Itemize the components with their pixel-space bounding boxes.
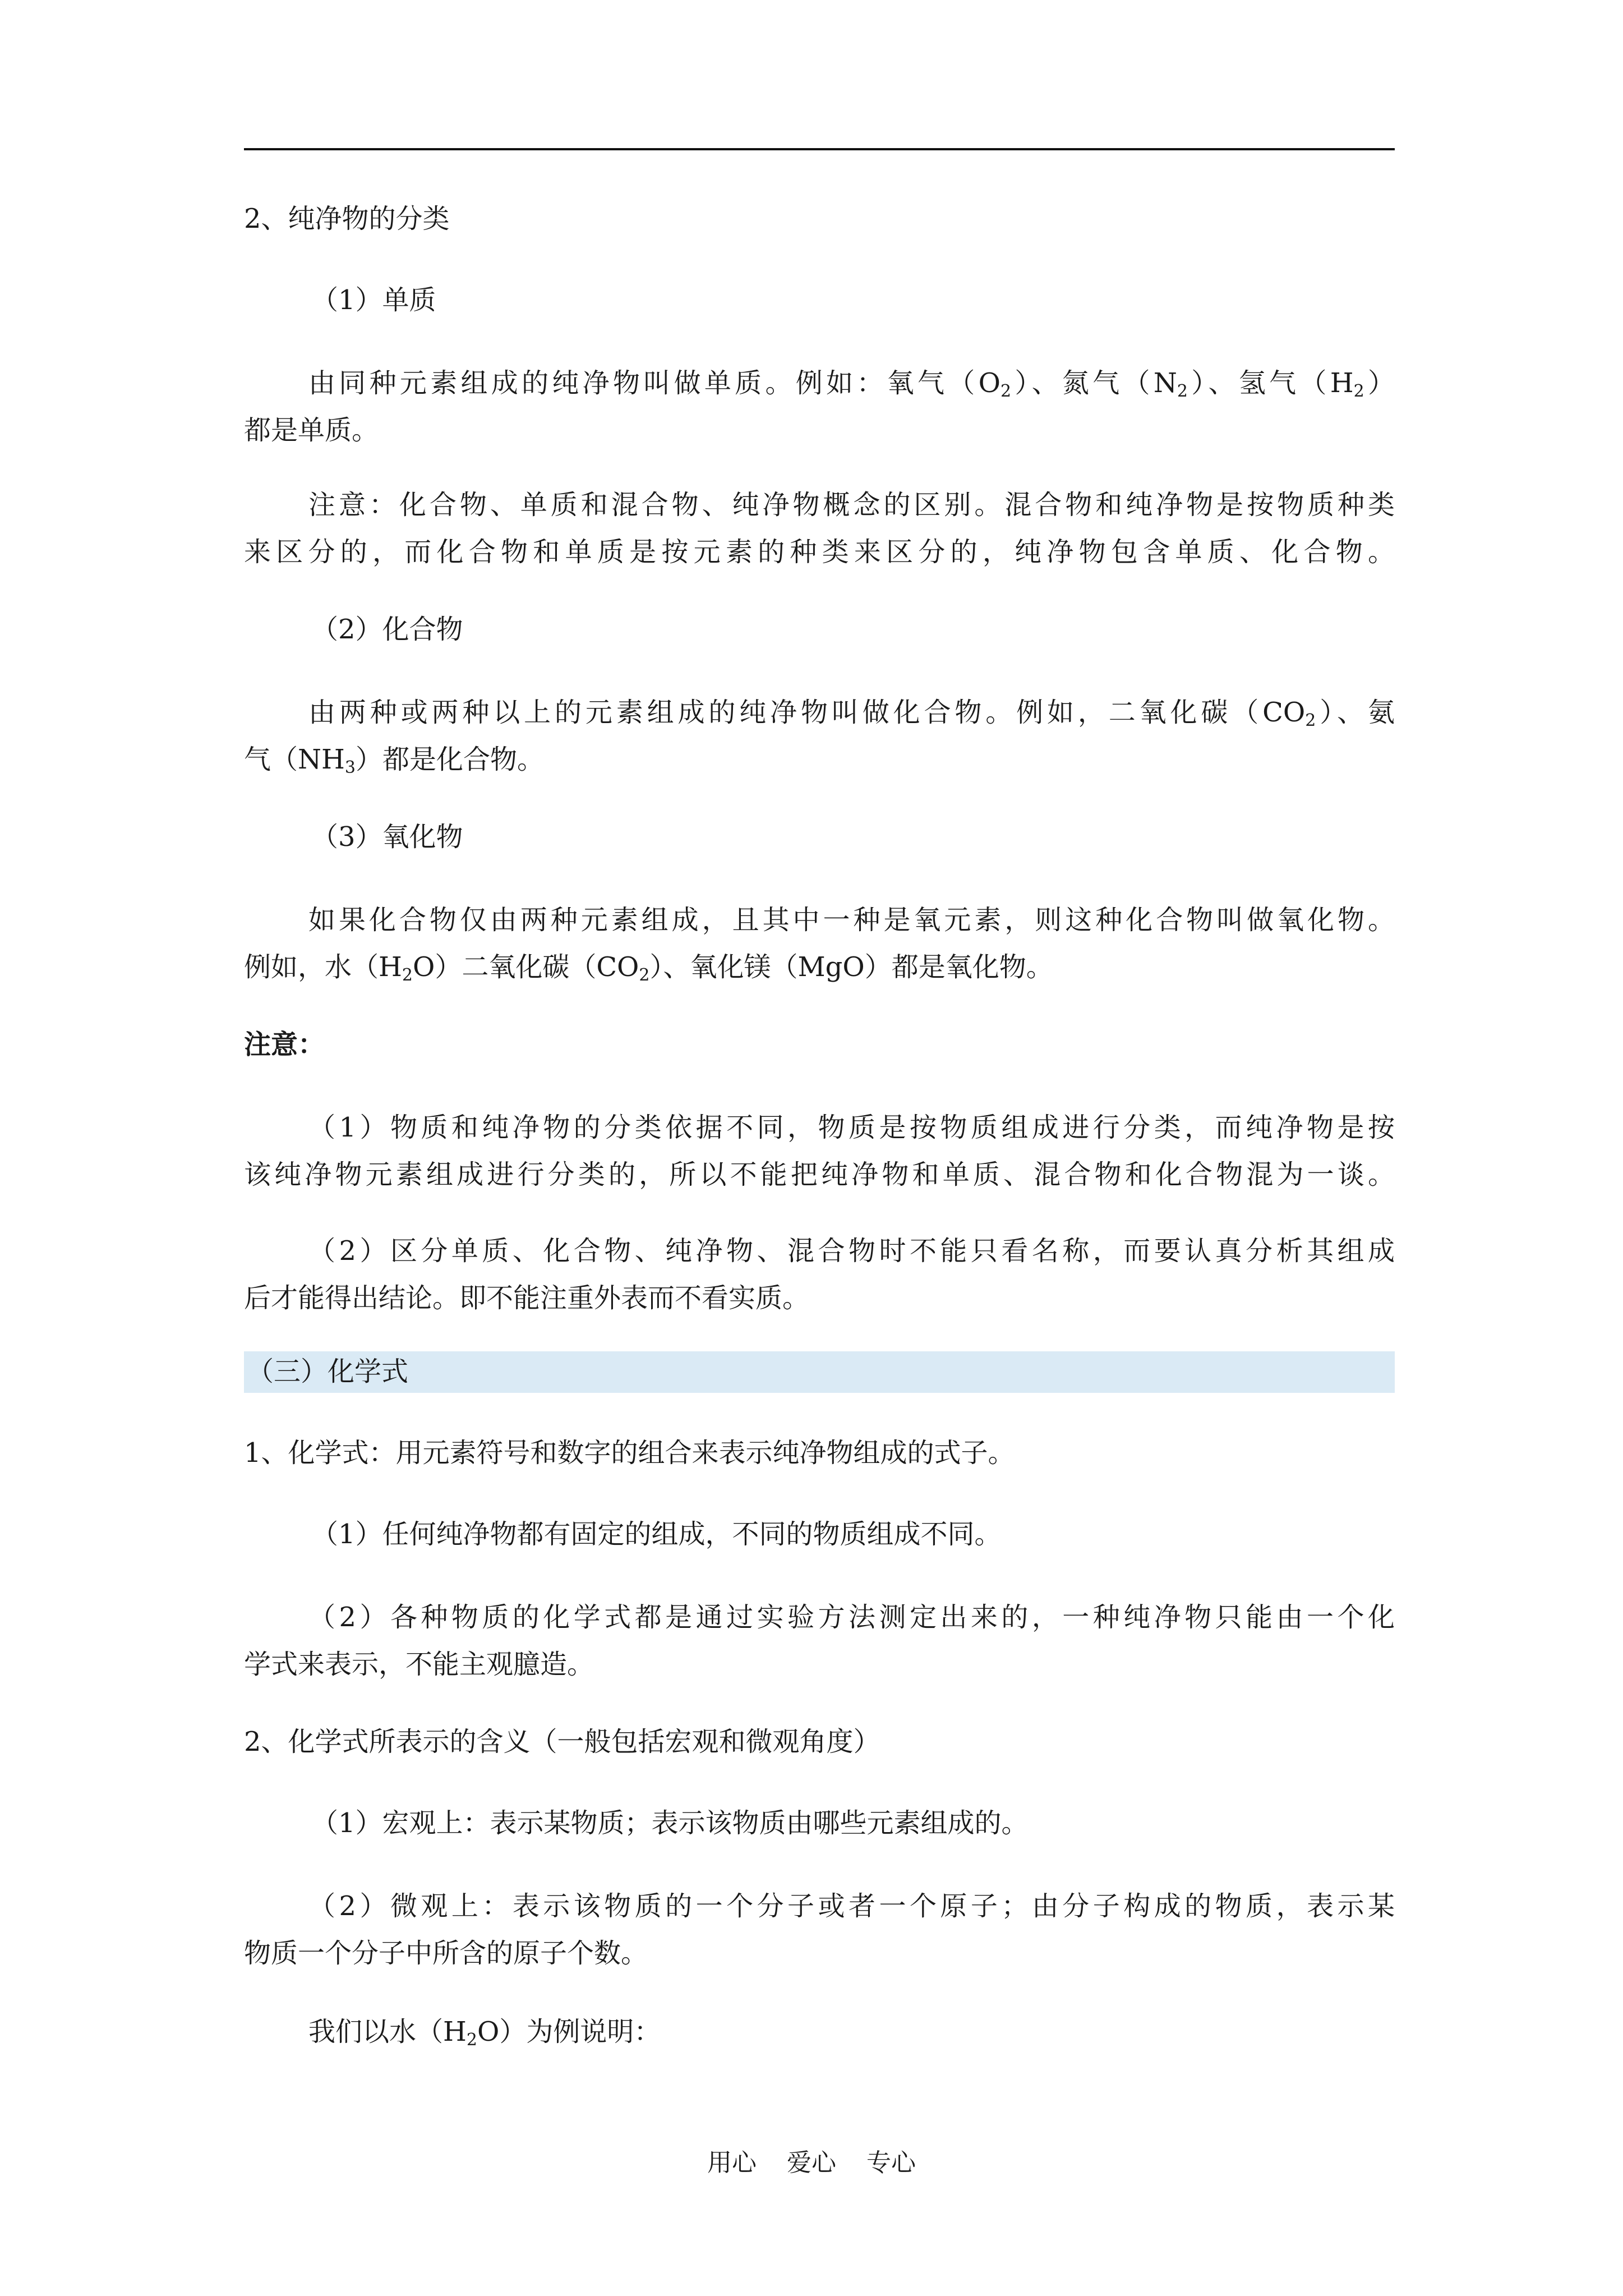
paragraph-line: （2）区分单质、化合物、纯净物、混合物时不能只看名称，而要认真分析其组成 — [308, 1235, 1395, 1267]
paragraph-note-1 — [244, 1104, 1395, 1198]
paragraph-line: （1）物质和纯净物的分类依据不同，物质是按物质组成进行分类，而纯净物是按 — [308, 1112, 1395, 1143]
paragraph-line: 学式来表示，不能主观臆造。 — [244, 1649, 594, 1680]
paragraph-line: 气$(NH_3)$都是化合物。 — [244, 744, 544, 777]
paragraph-note-2 — [244, 1227, 1395, 1322]
paragraph-water-example: 我们以水$(H_2O)$为例说明： — [308, 2016, 661, 2050]
paragraph-line: 由两种或两种以上的元素组成的纯净物叫做化合物。例如，二氧化碳$(CO_2)$、氨 — [308, 697, 1395, 730]
subheading-element-substance: （1）单质 — [311, 284, 436, 316]
paragraph-element-substance — [244, 360, 1395, 454]
paragraph-line: 后才能得出结论。即不能注重外表而不看实质。 — [244, 1282, 810, 1314]
paragraph-line: 该纯净物元素组成进行分类的，所以不能把纯净物和单质、混合物和化合物混为一谈。 — [244, 1159, 1395, 1190]
paragraph-line: 例如，水$(H_2O)$二氧化碳$(CO_2)$、氧化镁（MgO）都是氧化物。 — [244, 951, 1053, 985]
paragraph-line: （2）各种物质的化学式都是通过实验方法测定出来的，一种纯净物只能由一个化 — [308, 1602, 1395, 1633]
section-heading-chemical-formula: （三）化学式 — [247, 1356, 409, 1387]
subheading-oxide: （3）氧化物 — [311, 821, 463, 853]
paragraph-fixed-composition: （1）任何纯净物都有固定的组成，不同的物质组成不同。 — [311, 1519, 1002, 1550]
heading-chemical-formula-definition: 1、化学式：用元素符号和数字的组合来表示纯净物组成的式子。 — [244, 1437, 1015, 1469]
paragraph-line: 由同种元素组成的纯净物叫做单质。例如：氧气$(O_2)$、氮气$(N_2)$、氢气$(H_2)$ — [308, 367, 1395, 401]
subheading-compound: （2）化合物 — [311, 614, 463, 645]
paragraph-note-concepts — [244, 481, 1395, 576]
section-heading-band — [244, 1351, 1395, 1393]
header-rule — [244, 148, 1395, 150]
page-footer: 用心 爱心 专心 — [707, 2148, 916, 2177]
paragraph-formula-measurement — [244, 1594, 1395, 1688]
heading-pure-substance-classification: 2、纯净物的分类 — [244, 203, 450, 234]
paragraph-macroscopic: （1）宏观上：表示某物质；表示该物质由哪些元素组成的。 — [311, 1807, 1029, 1839]
paragraph-line: 来区分的，而化合物和单质是按元素的种类来区分的，纯净物包含单质、化合物。 — [244, 536, 1395, 568]
paragraph-line: 注意：化合物、单质和混合物、纯净物概念的区别。混合物和纯净物是按物质种类 — [308, 489, 1395, 521]
paragraph-line: 都是单质。 — [244, 415, 379, 446]
paragraph-line: （2）微观上：表示该物质的一个分子或者一个原子；由分子构成的物质，表示某 — [308, 1890, 1395, 1922]
paragraph-oxide — [244, 896, 1395, 991]
paragraph-compound — [244, 689, 1395, 783]
paragraph-line: 物质一个分子中所含的原子个数。 — [244, 1938, 648, 1969]
paragraph-microscopic — [244, 1883, 1395, 1977]
heading-formula-meaning: 2、化学式所表示的含义（一般包括宏观和微观角度） — [244, 1726, 880, 1757]
paragraph-line: 如果化合物仅由两种元素组成，且其中一种是氧元素，则这种化合物叫做氧化物。 — [308, 904, 1395, 936]
note-heading: 注意： — [244, 1029, 325, 1060]
